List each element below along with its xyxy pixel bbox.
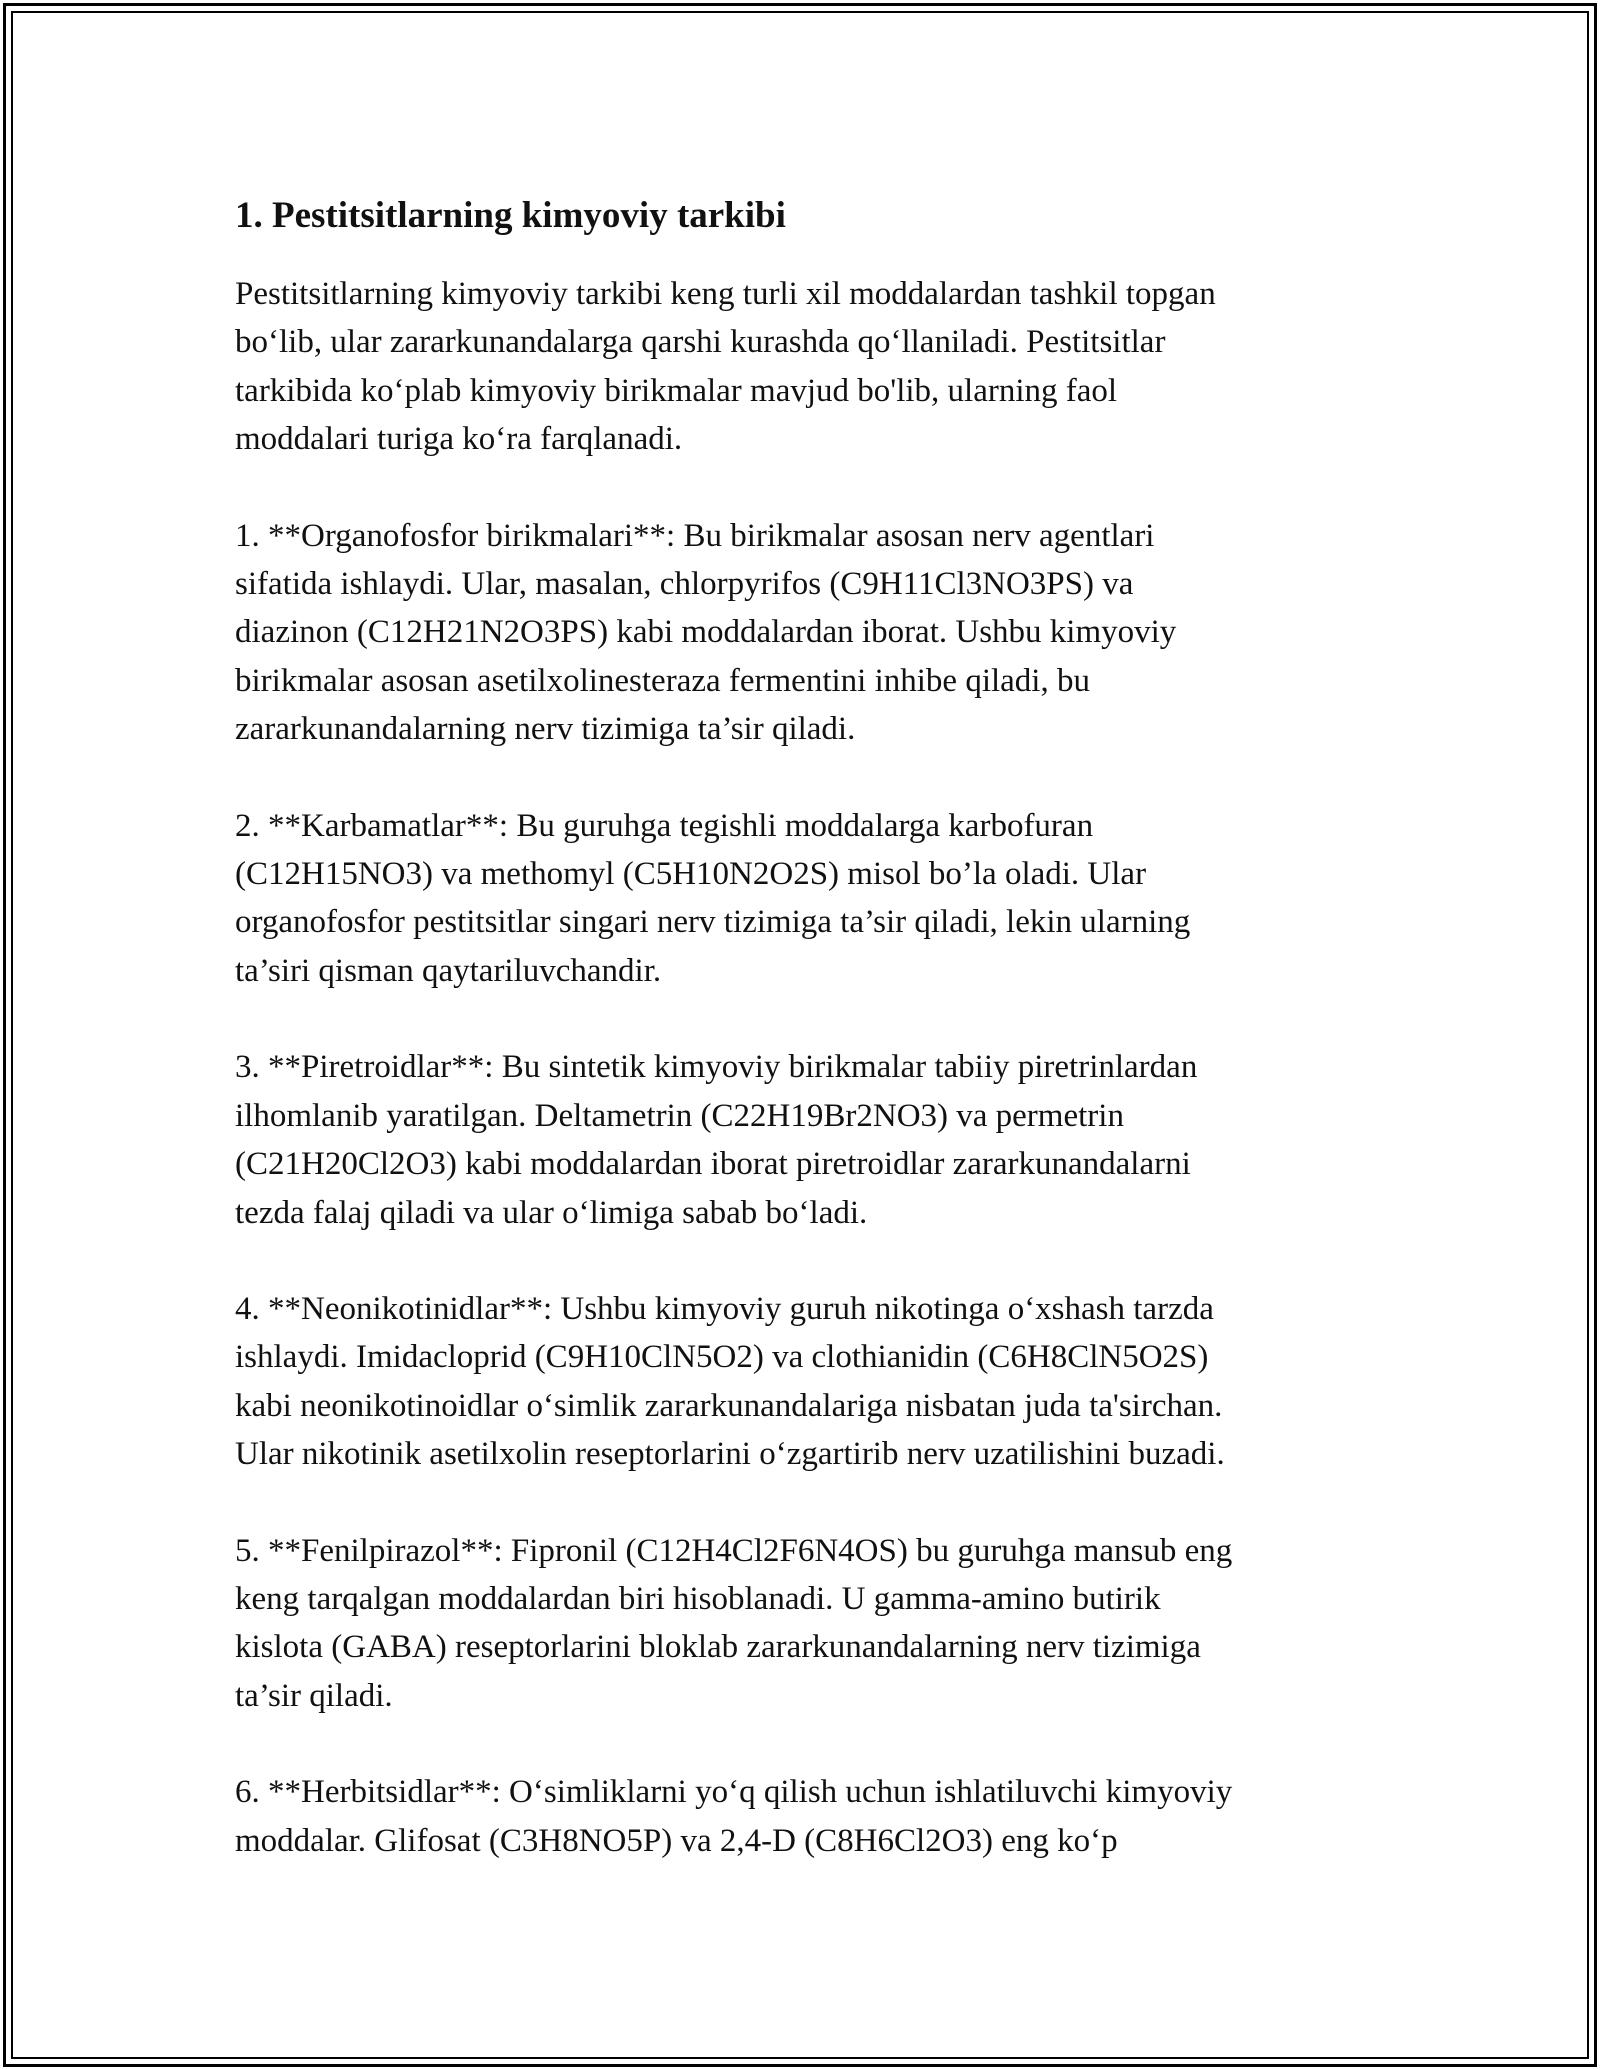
text-line: (C12H15NO3) va methomyl (C5H10N2O2S) misol bo’la oladi. Ular xyxy=(235,856,1147,893)
text-line: tezda falaj qiladi va ular o‘limiga sabab bo‘ladi. xyxy=(235,1194,868,1231)
karbamatlar-paragraph xyxy=(235,802,1365,996)
text-line: zararkunandalarning nerv tizimiga ta’sir qiladi. xyxy=(235,711,856,748)
neonikotinidlar-paragraph xyxy=(235,1285,1365,1479)
herbitsidlar-paragraph xyxy=(235,1768,1365,1865)
text-line: ishlaydi. Imidacloprid (C9H10ClN5O2) va clothianidin (C6H8ClN5O2S) xyxy=(235,1339,1209,1376)
text-line: kabi neonikotinoidlar o‘simlik zararkunandalariga nisbatan juda ta'sirchan. xyxy=(235,1387,1223,1424)
text-line: (C21H20Cl2O3) kabi moddalardan iborat piretroidlar zararkunandalarni xyxy=(235,1146,1191,1183)
text-line: birikmalar asosan asetilxolinesteraza fermentini inhibe qiladi, bu xyxy=(235,662,1090,699)
text-line: 5. **Fenilpirazol**: Fipronil (C12H4Cl2F6N4OS) bu guruhga mansub eng xyxy=(235,1532,1233,1569)
text-line: 2. **Karbamatlar**: Bu guruhga tegishli moddalarga karbofuran xyxy=(235,807,1094,844)
piretroidlar-paragraph xyxy=(235,1043,1365,1237)
text-line: moddalari turiga ko‘ra farqlanadi. xyxy=(235,421,683,458)
text-line: sifatida ishlaydi. Ular, masalan, chlorpyrifos (C9H11Cl3NO3PS) va xyxy=(235,566,1134,603)
text-line: ta’siri qisman qaytariluvchandir. xyxy=(235,952,662,989)
text-line: 3. **Piretroidlar**: Bu sintetik kimyoviy birikmalar tabiiy piretrinlardan xyxy=(235,1049,1198,1086)
text-line: 6. **Herbitsidlar**: O‘simliklarni yo‘q qilish uchun ishlatiluvchi kimyoviy xyxy=(235,1774,1233,1811)
text-line: ilhomlanib yaratilgan. Deltametrin (C22H19Br2NO3) va permetrin xyxy=(235,1097,1124,1134)
intro-paragraph xyxy=(235,270,1365,464)
text-line: bo‘lib, ular zararkunandalarga qarshi kurashda qo‘llaniladi. Pestitsitlar xyxy=(235,324,1166,361)
document-body xyxy=(235,184,1365,1913)
section-heading: 1. Pestitsitlarning kimyoviy tarkibi xyxy=(235,195,786,236)
fenilpirazol-paragraph xyxy=(235,1527,1365,1721)
text-line: tarkibida ko‘plab kimyoviy birikmalar mavjud bo'lib, ularning faol xyxy=(235,372,1118,409)
text-line: diazinon (C12H21N2O3PS) kabi moddalardan iborat. Ushbu kimyoviy xyxy=(235,614,1177,651)
text-line: organofosfor pestitsitlar singari nerv tizimiga ta’sir qiladi, lekin ularning xyxy=(235,904,1191,941)
text-line: ta’sir qiladi. xyxy=(235,1677,393,1714)
text-line: kislota (GABA) reseptorlarini bloklab zararkunandalarning nerv tizimiga xyxy=(235,1629,1201,1666)
organofosfor-paragraph xyxy=(235,512,1365,754)
text-line: keng tarqalgan moddalardan biri hisoblanadi. U gamma-amino butirik xyxy=(235,1580,1161,1617)
text-line: 4. **Neonikotinidlar**: Ushbu kimyoviy guruh nikotinga o‘xshash tarzda xyxy=(235,1290,1214,1327)
text-line: Pestitsitlarning kimyoviy tarkibi keng turli xil moddalardan tashkil topgan xyxy=(235,276,1216,312)
text-line: moddalar. Glifosat (C3H8NO5P) va 2,4-D (C8H6Cl2O3) eng ko‘p xyxy=(235,1822,1118,1859)
text-line: Ular nikotinik asetilxolin reseptorlarini o‘zgartirib nerv uzatilishini buzadi. xyxy=(235,1436,1225,1473)
text-line: 1. **Organofosfor birikmalari**: Bu birikmalar asosan nerv agentlari xyxy=(235,517,1155,554)
